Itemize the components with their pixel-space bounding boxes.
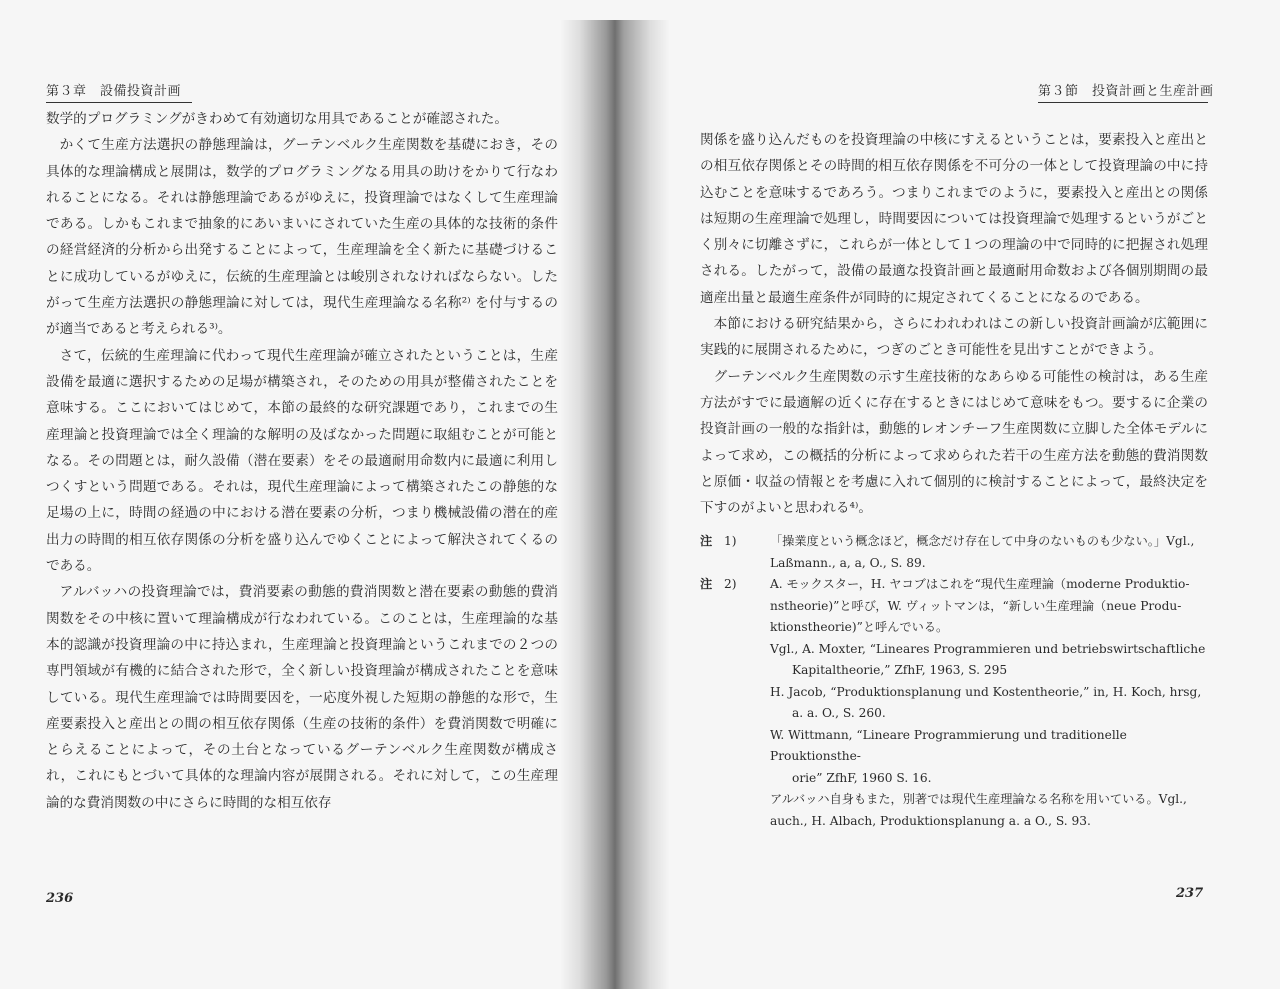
footnote-body: [770, 574, 1208, 832]
page-number: 236: [46, 891, 74, 906]
running-head: 第３節 投資計画と生産計画: [1038, 80, 1208, 103]
footnote-line: Kapitaltheorie,” ZfhF, 1963, S. 295: [792, 663, 1008, 678]
page-number: 237: [1176, 886, 1204, 901]
body-text: [700, 127, 1208, 521]
footnote-body: [770, 531, 1208, 574]
footnote-line: W. Wittmann, “Lineare Programmierung und traditionelle Prouktionsthe-: [770, 727, 1127, 764]
paragraph: グーテンベルク生産関数の示す生産技術的なあらゆる可能性の検討は，ある生産方法がすでに最適解の近くに存在するときにはじめて意味をもつ。要するに企業の投資計画の一般的な指針は，動態的レオンチーフ生産関数に立脚した全体モデルによって求め，この概括的分析によって求められた若干の生産方法を動態的費消関数と原価・収益の情報とを考慮に入れて個別的に検討することによって，最終決定を下すのがよいと思われる⁴⁾。: [700, 368, 1208, 517]
binding-gutter: [560, 20, 670, 989]
footnote-line: アルバッハ自身もまた，別著では現代生産理論なる名称を用いている。Vgl.,: [770, 792, 1187, 807]
footnote-number: 2): [724, 577, 737, 592]
footnote-line: A. モックスター，H. ヤコブはこれを“現代生産理論（moderne Produktio-: [770, 577, 1190, 592]
paragraph: 関係を盛り込んだものを投資理論の中核にすえるということは，要素投入と産出との相互依存関係とその時間的相互依存関係を不可分の一体として投資理論の中に持込むことを意味するであろう。つまりこれまでのように，要素投入と産出との関係は短期の生産理論で処理し，時間要因については投資理論で処理するというがごとく別々に切離さずに，これらが一体として１つの理論の中で同時的に把握され処理される。したがって，設備の最適な投資計画と最適耐用命数および各個別期間の最適産出量と最適生産条件が同時的に規定されてくることになるのである。: [700, 132, 1208, 306]
footnote-line: ktionstheorie)”と呼んでいる。: [770, 620, 949, 635]
left-page: [46, 80, 558, 816]
paragraph: さて，伝統的生産理論に代わって現代生産理論が確立されたということは，生産設備を最適に選択するための足場が構築され，そのための用具が整備されたことを意味する。ここにおいてはじめて，本節の最終的な研究課題であり，これまでの生産理論と投資理論では全く理論的な解明の及ばなかった問題に取組むことが可能となる。その問題とは，耐久設備（潜在要素）をその最適耐用命数内に最適に利用しつくすという問題である。それは，現代生産理論によって構築されたこの静態的な足場の上に，時間の経過の中における潜在要素の分析，つまり機械設備の潜在的産出力の時間的相互依存関係の分析を盛り込んでゆくことによって解決されてくるのである。: [46, 347, 558, 575]
footnote-number: 1): [724, 534, 737, 549]
paragraph: 本節における研究結果から，さらにわれわれはこの新しい投資計画論が広範囲に実践的に展開されるために，つぎのごとき可能性を見出すことができよう。: [700, 316, 1208, 359]
running-head: 第３章 設備投資計画: [46, 80, 192, 103]
footnote: [700, 574, 1208, 832]
paragraph: 数学的プログラミングがきわめて有効適切な用具であることが確認された。: [46, 111, 508, 127]
right-page: [700, 80, 1214, 832]
footnote-line: nstheorie)”と呼び，W. ヴィットマンは，“新しい生産理論（neue Produ-: [770, 598, 1182, 613]
paragraph: かくて生産方法選択の静態理論は，グーテンベルク生産関数を基礎におき，その具体的な理論構成と展開は，数学的プログラミングなる用具の助けをかりて行なわれることになる。それは静態理論であるがゆえに，投資理論ではなくして生産理論である。しかもこれまで抽象的にあいまいにされていた生産の具体的な技術的条件の経営経済的分析から出発することによって，生産理論を全く新たに基礎づけることに成功しているがゆえに，伝統的生産理論とは峻別されなければならない。したがって生産方法選択の静態理論に対しては，現代生産理論なる名称²⁾ を付与するのが適当であると考えられる³⁾。: [46, 137, 558, 338]
footnote-label: 注: [700, 577, 713, 592]
footnote-line: a. a. O., S. 260.: [792, 706, 886, 721]
footnotes: [700, 531, 1208, 832]
footnote: [700, 531, 1208, 574]
footnote-line: auch., H. Albach, Produktionsplanung a. a O., S. 93.: [770, 813, 1091, 828]
paragraph: アルバッハの投資理論では，費消要素の動態的費消関数と潜在要素の動態的費消関数をその中核に置いて理論構成が行なわれている。このことは，生産理論的な基本的認識が投資理論の中に持込まれ，生産理論と投資理論というこれまでの２つの専門領域が有機的に結合された形で，全く新しい投資理論が構成されたことを意味している。現代生産理論では時間要因を，一応度外視した短期の静態的な形で，生産要素投入と産出との間の相互依存関係（生産の技術的条件）を費消関数で明確にとらえることによって，その土台となっているグーテンベルク生産関数が構成され，これにもとづいて具体的な理論内容が展開される。それに対して，この生産理論的な費消関数の中にさらに時間的な相互依存: [46, 584, 558, 811]
footnote-line: H. Jacob, “Produktionsplanung und Kostentheorie,” in, H. Koch, hrsg,: [770, 684, 1202, 699]
footnote-line: orie” ZfhF, 1960 S. 16.: [792, 770, 932, 785]
footnote-line: 「操業度という概念ほど，概念だけ存在して中身のないものも少ない。」Vgl.,: [770, 534, 1195, 549]
footnote-line: Vgl., A. Moxter, “Lineares Programmieren und betriebswirtschaftliche: [770, 641, 1206, 656]
body-text: [46, 106, 558, 816]
footnote-line: Laßmann., a, a, O., S. 89.: [770, 555, 926, 570]
footnote-label: 注: [700, 534, 713, 549]
